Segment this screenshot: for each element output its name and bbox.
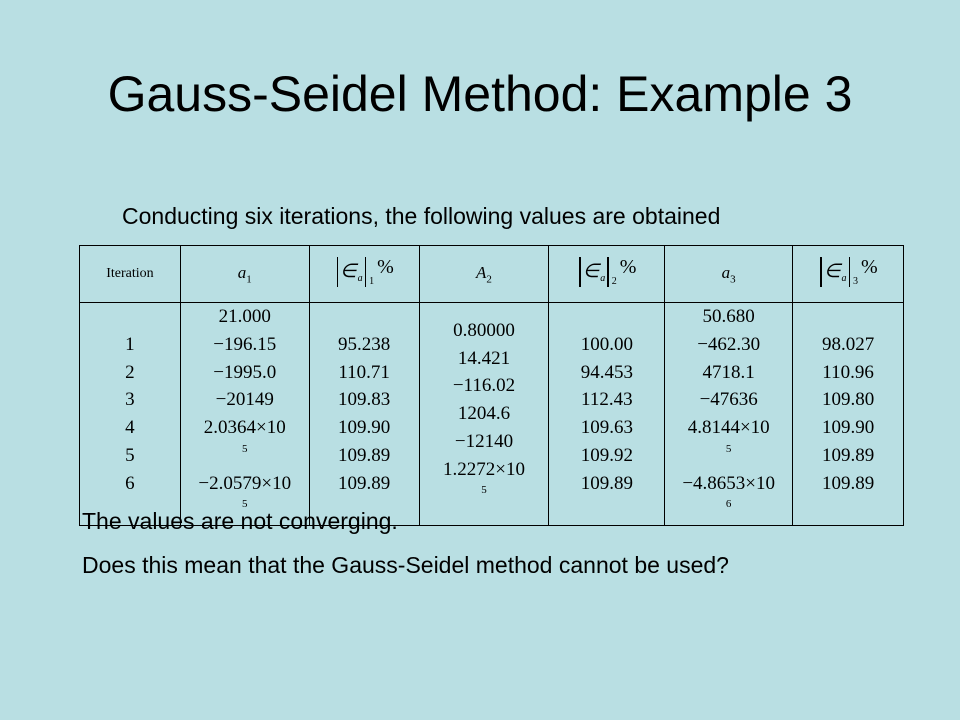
header-a3-sub: 3 bbox=[730, 273, 736, 286]
cell-iteration bbox=[80, 303, 181, 526]
err2-value: 94.453 bbox=[580, 361, 633, 383]
cell-a3 bbox=[665, 303, 793, 526]
header-err3 bbox=[793, 246, 904, 303]
header-a3-base: a bbox=[721, 262, 731, 282]
header-err1 bbox=[309, 246, 419, 303]
iteration-number: 3 bbox=[125, 389, 135, 411]
err1-value: 109.83 bbox=[338, 389, 391, 411]
abs-bar-right bbox=[607, 257, 609, 287]
header-a1-sub: 1 bbox=[246, 273, 252, 286]
abs-bar-left bbox=[337, 257, 339, 287]
header-a2 bbox=[419, 246, 549, 303]
table-header-row bbox=[80, 246, 904, 303]
a2-value: 0.80000 bbox=[453, 319, 515, 341]
a1-value: 2.0364×10 $^5$ bbox=[203, 417, 286, 455]
a3-value: 50.680 bbox=[702, 306, 755, 327]
a2-value: −116.02 bbox=[452, 375, 516, 397]
epsilon-symbol: ∈ bbox=[823, 261, 841, 282]
cell-err1 bbox=[309, 303, 419, 526]
a2-value: 1204.6 bbox=[457, 403, 511, 425]
err3-value: 109.80 bbox=[821, 389, 875, 411]
table-values-row bbox=[80, 303, 904, 526]
err2-value: 109.63 bbox=[580, 417, 633, 439]
epsilon-symbol: ∈ bbox=[340, 261, 357, 282]
slide-title: Gauss-Seidel Method: Example 3 bbox=[107, 66, 853, 122]
iteration-number: 6 bbox=[125, 472, 135, 494]
header-iteration: Iteration bbox=[80, 246, 181, 303]
iteration-number: 4 bbox=[125, 417, 135, 439]
a1-value: −1995.0 bbox=[213, 361, 277, 383]
err-sub-a: a bbox=[357, 272, 363, 284]
err3-value: 110.96 bbox=[822, 361, 874, 383]
err3-value: 109.89 bbox=[821, 472, 875, 494]
percent-sign: % bbox=[377, 256, 394, 278]
err1-value: 95.238 bbox=[338, 333, 391, 355]
a2-value: 14.421 bbox=[457, 347, 511, 369]
err1-value: 109.89 bbox=[338, 472, 391, 494]
err-sub-a: a bbox=[600, 272, 606, 284]
abs-bar-left bbox=[579, 257, 581, 287]
err1-value: 109.89 bbox=[338, 444, 391, 466]
a3-value: −4.8653×10 $^6$ bbox=[682, 472, 776, 511]
iteration-number: 2 bbox=[125, 361, 135, 383]
err2-value: 100.00 bbox=[580, 333, 633, 355]
cell-err2 bbox=[549, 303, 665, 526]
header-a1-base: a bbox=[237, 262, 247, 282]
a3-value: −462.30 bbox=[697, 333, 761, 355]
a1-value: −2.0579×10 $^5$ bbox=[198, 472, 292, 511]
abs-bar-right bbox=[365, 257, 367, 287]
a1-value: −196.15 bbox=[213, 333, 277, 355]
header-a2-base: A bbox=[476, 262, 487, 282]
iteration-number: 1 bbox=[125, 333, 135, 355]
iterations-table bbox=[79, 245, 904, 526]
abs-bar-left bbox=[820, 257, 822, 287]
a2-value: −12140 bbox=[454, 431, 514, 453]
cell-err3 bbox=[793, 303, 904, 526]
cell-a1 bbox=[180, 303, 309, 526]
a2-value: 1.2272×10 $^5$ bbox=[443, 458, 525, 497]
header-a1 bbox=[180, 246, 309, 303]
err3-value: 109.89 bbox=[821, 444, 875, 466]
a1-value: −20149 bbox=[215, 389, 274, 411]
err1-value: 110.71 bbox=[338, 361, 390, 383]
abs-bar-right bbox=[849, 257, 851, 287]
question-text: Does this mean that the Gauss-Seidel method cannot be used? bbox=[82, 552, 729, 578]
err3-value: 109.90 bbox=[821, 417, 875, 439]
cell-a2 bbox=[419, 303, 549, 526]
err-sub-n: 3 bbox=[853, 275, 858, 287]
epsilon-symbol: ∈ bbox=[582, 261, 600, 282]
err1-value: 109.90 bbox=[338, 417, 391, 439]
err3-value: 98.027 bbox=[821, 333, 875, 355]
err2-value: 109.89 bbox=[580, 472, 633, 494]
conclusion-text: The values are not converging. bbox=[82, 508, 398, 534]
err-sub-a: a bbox=[841, 272, 847, 284]
header-err2 bbox=[549, 246, 665, 303]
iteration-number: 5 bbox=[125, 444, 135, 466]
a1-value: 21.000 bbox=[218, 306, 271, 327]
a3-value: 4.8144×10 $^5$ bbox=[687, 417, 770, 455]
a3-value: −47636 bbox=[699, 389, 758, 411]
err2-value: 112.43 bbox=[581, 389, 633, 411]
header-a2-sub: 2 bbox=[486, 273, 492, 286]
err2-value: 109.92 bbox=[580, 444, 633, 466]
percent-sign: % bbox=[861, 256, 878, 278]
intro-text: Conducting six iterations, the following values are obtained bbox=[122, 203, 721, 229]
err-sub-n: 2 bbox=[611, 275, 617, 287]
err-sub-n: 1 bbox=[369, 275, 375, 287]
header-a3 bbox=[665, 246, 793, 303]
a3-value: 4718.1 bbox=[702, 361, 755, 383]
percent-sign: % bbox=[619, 256, 637, 278]
